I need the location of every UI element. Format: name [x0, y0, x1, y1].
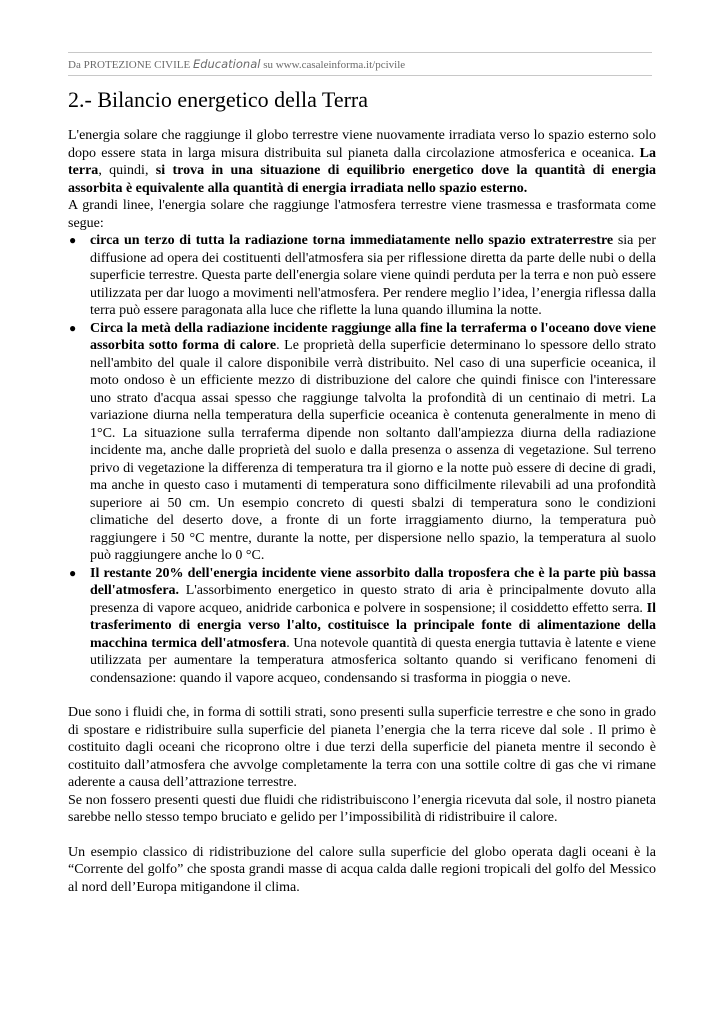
intro-paragraph [68, 127, 656, 197]
spacer [68, 827, 656, 844]
intro-bold-2: si trova in una situazione di equilibrio energetico dove la quantità di energia assorbita è equivalente alla quantità di energia irradiata nello spazio esterno. [68, 163, 656, 196]
bullet-icon: ● [69, 233, 77, 247]
bullet-icon: ● [69, 320, 77, 335]
bullet-text: . Una notevole quantità di questa energia tuttavia è latente e viene utilizzata per aumentare la temperatura atmosferica soltanto quando si verificano fenomeni di condensazione: quando il vapore acqueo, condensando si trasforma in pioggia o neve. [90, 635, 656, 686]
header-suffix: su www.casaleinforma.it/pcivile [263, 59, 406, 71]
paragraph-fluids-2: Se non fossero presenti questi due fluidi che ridistribuiscono l’energia ricevuta dal sole, il nostro pianeta sarebbe nello stesso tempo bruciato e gelido per l’impossibilità di ridistribuire il calore. [68, 792, 656, 825]
paragraph-gulf-stream: Un esempio classico di ridistribuzione del calore sulla superficie del globo operata dagli oceani è la “Corrente del golfo” che sposta grandi masse di acqua calda dalle regioni tropicali del golfo del Messico al nord dell’Europa mitigandone il clima. [68, 844, 656, 895]
header-prefix: Da PROTEZIONE CIVILE [68, 59, 191, 71]
document-body [68, 127, 656, 896]
bullet-bold: Il restante 20% dell'energia incidente viene assorbito dalla troposfera che è la parte più bassa dell'atmosfera. [90, 565, 656, 598]
bullet-text: L'assorbimento energetico in questo strato di aria è principalmente dovuto alla presenza di vapore acqueo, anidride carbonica e polvere in sospensione; il cosiddetto effetto serra. [90, 583, 656, 616]
paragraph-fluids: Due sono i fluidi che, in forma di sottili strati, sono presenti sulla superficie terrestre e che sono in grado di spostare e ridistribuire sulla superficie del pianeta l’energia che la terra riceve dal sole . Il primo è costituito dagli oceani che ricoprono oltre i due terzi della superficie del pianeta mentre il secondo è costituito dall’atmosfera che avvolge completamente la terra con una sottile coltre di gas che vi rimane aderente a causa dell’attrazione terrestre. [68, 705, 656, 790]
header-brand: Educational [192, 57, 261, 71]
spacer [68, 687, 656, 704]
bullet-list [68, 232, 656, 687]
bullet-text: sia per diffusione ad opera dei costituenti dell'atmosfera sia per riflessione diretta da parte delle nubi o della superficie terrestre. Questa parte dell'energia solare viene quindi perduta per la terra e non può essere utilizzata per dar luogo a movimenti nell'atmosfera. Per rendere meglio l’idea, l’energia riflessa dalla terra può essere paragonata alla luce che riflette la luna quando illumina la notte. [90, 233, 656, 318]
list-item [68, 232, 656, 320]
list-item [68, 320, 656, 565]
intro-paragraph-2: A grandi linee, l'energia solare che raggiunge l'atmosfera terrestre viene trasmessa e trasformata come segue: [68, 198, 656, 231]
intro-text-1: L'energia solare che raggiunge il globo terrestre viene nuovamente irradiata verso lo spazio esterno solo dopo essere stata in larga misura distribuita sul pianeta dalla circolazione atmosferica e oceanica. [68, 128, 656, 161]
bullet-bold: Circa la metà della radiazione incidente raggiunge alla fine la terraferma o l'oceano dove viene assorbita sotto forma di calore [90, 320, 656, 353]
bullet-text: . Le proprietà della superficie determinano lo spessore dello strato nell'ambito del quale il calore disponibile verrà distribuito. Nel caso di una superficie oceanica, il moto ondoso è un efficiente mezzo di distribuzione del calore che quindi finisce con l'interessare uno strato d'acqua assai spesso che raggiunge talvolta la profondità di un centinaio di metri. La variazione diurna nella temperatura della superficie oceanica è contenuta generalmente in meno di 1°C. La situazione sulla terraferma dipende non soltanto dall'ampiezza diurna della radiazione incidente ma, anche dalle proprietà del suolo e dalla presenza o assenza di vegetazione. Sul terreno privo di vegetazione la differenza di temperatura tra il giorno e la notte può essere di decine di gradi, ma anche in questo caso i mutamenti di temperatura sono difficilmente rilevabili ad una profondità superiore ai 50 cm. Un esempio concreto di questi sbalzi di temperatura sono le condizioni climatiche del deserto dove, a fronte di un forte irraggiamento diurno, la temperatura può raggiungere i 50 °C mentre, durante la notte, per dispersione nello spazio, la temperatura al suolo può raggiungere anche lo 0 °C. [90, 338, 657, 563]
bullet-bold: circa un terzo di tutta la radiazione torna immediatamente nello spazio extraterrestre [90, 233, 614, 248]
bullet-bold: Il trasferimento di energia verso l'alto, costituisce la principale fonte di alimentazione della macchina termica dell'atmosfera [90, 600, 656, 651]
page-title: 2.- Bilancio energetico della Terra [68, 87, 369, 112]
intro-bold-1: La terra [68, 145, 656, 178]
intro-text-2: , quindi, [98, 163, 156, 178]
list-item [68, 565, 656, 688]
bullet-icon: ● [69, 565, 77, 580]
page-header [68, 52, 652, 76]
